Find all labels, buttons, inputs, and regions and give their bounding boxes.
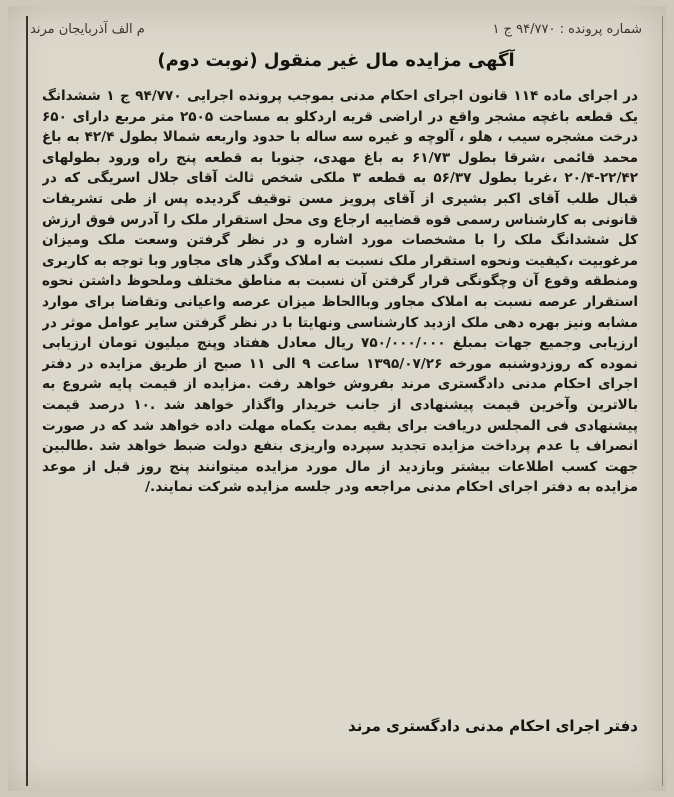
- notice-header: [30, 14, 642, 44]
- reference-code: م الف آذربایجان مرند: [30, 21, 145, 37]
- issuer-signature: دفتر اجرای احکام مدنی دادگستری مرند: [348, 717, 638, 735]
- notice-body: در اجرای ماده ۱۱۴ قانون اجرای احکام مدنی بموجب پرونده اجرایی ۹۴/۷۷۰ ج ۱ ششدانگ یک قطعه باغچه مشجر واقع در اراضی قریه اردکلو به مساحت ۲۵۰۵ متر مربع دارای ۶۵۰ درخت مشجره سیب ، هلو ، آلوچه و غیره سه ساله با حدود واربعه شمالا بطول ۴۲/۴ به باغ محمد قائمی ،شرقا بطول ۶۱/۷۳ به باغ مهدی، جنوبا به قطعه پنج راه ورود بطولهای ۲۲/۴۲-۲۰/۴ ،غربا بطول ۵۶/۳۷ به قطعه ۳ ملکی شخص ثالث آقای جلال اسریگی که در قبال طلب آقای اکبر بشیری از آقای پرویز مسن توقیف گردیده پس از طی تشریفات قانونی به کارشناس رسمی قوه قضاییه ارجاع وی محل استقرار ملک را آدرس فوق ارزش کل ششدانگ ملک را با مشخصات مورد اشاره و در نظر گرفتن وسعت ملک ومیزان مرغوبیت ،کیفیت ونحوه استقرار ملک نسبت به املاک وگذر های مجاور وبا توجه به کاربری ومنطقه وقوع آن وچگونگی قرار گرفتن آن نسبت به مناطق مختلف وملحوظ داشتن نحوه استقرار عرصه نسبت به املاک مجاور وباالحاظ میزان عرصه واعیانی وتقاضا برای موارد مشابه ونیز بهره دهی ملک ازدید کارشناسی ونهایتا با در نظر گرفتن سایر عوامل موثر در ارزیابی وجمیع جهات بمبلغ ۷۵۰/۰۰۰/۰۰۰ ریال معادل هفتاد وپنج میلیون تومان ارزیابی نموده که روزدوشنبه مورخه ۱۳۹۵/۰۷/۲۶ ساعت ۹ الی ۱۱ صبح از طریق مزایده در دفتر اجرای احکام مدنی دادگستری مرند بفروش خواهد رفت .مزایده از قیمت پایه شروع به بالاترین وآخرین قیمت پیشنهادی از جانب خریدار واگذار خواهد شد .۱۰ درصد قیمت پیشنهادی فی المجلس دریافت برای بقیه بمدت یکماه مهلت داده خواهد شد که در صورت انصراف یا عدم پرداخت مزایده تجدید سپرده واریزی بنفع دولت ضبط خواهد شد .طالبین جهت کسب اطلاعات بیشتر وبازدید از مال مورد مزایده میتوانند پنج روز قبل از موعد مزایده به دفتر اجرای احکام مدنی مراجعه ودر جلسه مزایده شرکت نمایند./: [42, 88, 638, 496]
- notice-title: آگهی مزایده مال غیر منقول (نوبت دوم): [157, 50, 515, 71]
- file-number: شماره پرونده : ۹۴/۷۷۰ ج ۱: [492, 21, 642, 37]
